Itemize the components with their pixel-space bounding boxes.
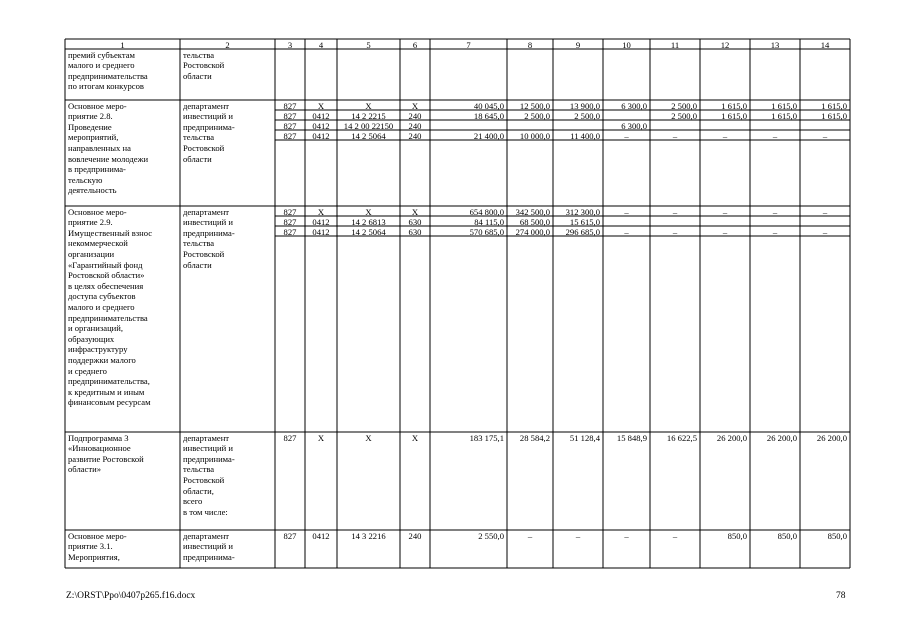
table-cell-col-6: 240 — [408, 130, 422, 141]
table-cell-col-11: – — [672, 206, 678, 217]
table-cell-col-11: 2 500,0 — [671, 110, 697, 121]
row-name-line: в целях обеспечения — [68, 280, 144, 291]
table-cell-col-13: 850,0 — [777, 530, 797, 541]
row-name-line: деятельность — [68, 185, 117, 196]
row-executor-line: департамент — [183, 100, 230, 111]
column-number: 14 — [820, 39, 830, 50]
table-cell-col-3: 827 — [283, 110, 297, 121]
row-name-line: «Гарантийный фонд — [68, 259, 143, 270]
table-cell-col-14: 850,0 — [827, 530, 847, 541]
table-cell-col-5: 14 2 6813 — [351, 216, 386, 227]
footer-page-number: 78 — [836, 591, 846, 601]
table-cell-col-11: 16 622,5 — [666, 432, 697, 443]
table-cell-col-7: 40 045,0 — [473, 100, 504, 111]
table-cell-col-9: 51 128,4 — [569, 432, 600, 443]
footer-file-path: Z:\ORST\Ppo\0407p265.f16.docx — [66, 591, 196, 601]
table-cell-col-8: 274 000,0 — [515, 226, 550, 237]
row-executor-line: Ростовской — [183, 60, 225, 71]
column-number: 1 — [120, 39, 125, 50]
row-executor-line: департамент — [183, 530, 230, 541]
table-cell-col-4: X — [317, 206, 325, 217]
table-cell-col-14: 1 615,0 — [821, 100, 847, 111]
table-cell-col-9: 15 615,0 — [569, 216, 600, 227]
table-cell-col-9: 13 900,0 — [569, 100, 600, 111]
table-cell-col-7: 2 550,0 — [478, 530, 504, 541]
table-cell-col-4: 0412 — [312, 110, 330, 121]
column-number: 8 — [527, 39, 533, 50]
table-cell-col-14: – — [822, 226, 828, 237]
column-number: 5 — [366, 39, 371, 50]
table-cell-col-11: – — [672, 130, 678, 141]
table-cell-col-13: – — [772, 226, 778, 237]
row-name-line: вовлечение молодежи — [68, 153, 149, 164]
table-cell-col-6: X — [411, 100, 419, 111]
table-cell-col-14: – — [822, 130, 828, 141]
table-cell-col-4: 0412 — [312, 226, 330, 237]
row-name-line: в предпринима- — [68, 164, 126, 175]
table-cell-col-10: – — [624, 226, 629, 237]
column-number: 9 — [575, 39, 581, 50]
row-name-line: приятие 2.9. — [68, 217, 113, 228]
table-cell-col-4: 0412 — [312, 530, 330, 541]
row-executor-line: тельства — [183, 238, 215, 249]
row-executor-line: области — [183, 153, 212, 164]
table-cell-col-5: 14 2 00 22150 — [343, 120, 394, 131]
table-cell-col-5: 14 2 5064 — [351, 130, 386, 141]
table-cell-col-6: X — [411, 432, 419, 443]
row-executor-line: инвестиций и — [183, 443, 233, 454]
column-number: 2 — [225, 39, 230, 50]
table-cell-col-4: X — [317, 432, 325, 443]
row-name-line: Основное меро- — [68, 100, 127, 111]
row-name-line: «Инновационное — [68, 443, 131, 454]
table-cell-col-6: 240 — [408, 110, 422, 121]
row-executor-line: инвестиций и — [183, 217, 233, 228]
row-name-line: поддержки малого — [68, 354, 136, 365]
table-cell-col-10: 6 300,0 — [621, 100, 647, 111]
table-cell-col-3: 827 — [283, 226, 297, 237]
row-name-line: и организаций, — [68, 323, 124, 334]
column-number: 13 — [770, 39, 780, 50]
row-name-line: Основное меро- — [68, 206, 127, 217]
row-executor-line: департамент — [183, 432, 230, 443]
table-cell-col-3: 827 — [283, 130, 297, 141]
table-cell-col-5: 14 2 2215 — [351, 110, 386, 121]
table-cell-col-10: – — [624, 206, 629, 217]
table-cell-col-7: 183 175,1 — [469, 432, 504, 443]
row-name-line: приятие 3.1. — [68, 541, 113, 552]
table-cell-col-7: 654 800,0 — [469, 206, 504, 217]
row-name-line: доступа субъектов — [68, 291, 136, 302]
table-cell-col-13: 1 615,0 — [771, 110, 797, 121]
column-number: 12 — [720, 39, 730, 50]
table-cell-col-6: 630 — [408, 216, 422, 227]
row-name-line: области» — [68, 464, 102, 475]
row-name-line: по итогам конкурсов — [68, 81, 144, 92]
table-cell-col-5: 14 2 5064 — [351, 226, 386, 237]
table-cell-col-8: 2 500,0 — [524, 110, 550, 121]
row-executor-line: области — [183, 259, 212, 270]
table-cell-col-9: 312 300,0 — [565, 206, 600, 217]
table-cell-col-8: 342 500,0 — [515, 206, 550, 217]
table-cell-col-3: 827 — [283, 432, 297, 443]
table-cell-col-8: 12 500,0 — [519, 100, 550, 111]
row-executor-line: инвестиций и — [183, 541, 233, 552]
row-name-line: приятие 2.8. — [68, 111, 113, 122]
row-name-line: некоммерческой — [68, 238, 128, 249]
table-cell-col-10: – — [624, 530, 629, 541]
table-cell-col-7: 570 685,0 — [469, 226, 504, 237]
table-cell-col-10: 6 300,0 — [621, 120, 647, 131]
row-executor-line: всего — [183, 496, 203, 507]
table-cell-col-12: 850,0 — [727, 530, 747, 541]
row-name-line: Основное меро- — [68, 530, 127, 541]
row-name-line: Подпрограмма 3 — [68, 432, 129, 443]
row-name-line: малого и среднего — [68, 301, 135, 312]
row-executor-line: области — [183, 70, 212, 81]
column-number: 11 — [670, 39, 680, 50]
table-cell-col-12: 26 200,0 — [716, 432, 747, 443]
table-cell-col-4: 0412 — [312, 120, 330, 131]
table-cell-col-13: 1 615,0 — [771, 100, 797, 111]
row-name-line: предпринимательства — [68, 312, 148, 323]
table-cell-col-12: – — [722, 226, 728, 237]
table-cell-col-9: 11 400,0 — [570, 130, 600, 141]
row-executor-line: тельства — [183, 132, 215, 143]
column-number: 4 — [318, 39, 324, 50]
row-name-line: инфраструктуру — [68, 344, 128, 355]
table-cell-col-11: 2 500,0 — [671, 100, 697, 111]
row-name-line: Имущественный взнос — [68, 227, 153, 238]
row-name-line: образующих — [68, 333, 115, 344]
table-cell-col-3: 827 — [283, 530, 297, 541]
table-cell-col-6: 630 — [408, 226, 422, 237]
table-cell-col-8: 10 000,0 — [519, 130, 550, 141]
row-executor-line: Ростовской — [183, 248, 225, 259]
column-number: 10 — [622, 39, 631, 50]
row-name-line: малого и среднего — [68, 60, 135, 71]
row-name-line: организации — [68, 248, 115, 259]
row-executor-line: тельства — [183, 464, 215, 475]
column-number: 3 — [287, 39, 293, 50]
table-cell-col-4: 0412 — [312, 130, 330, 141]
table-cell-col-5: X — [365, 100, 372, 111]
table-cell-col-9: – — [575, 530, 581, 541]
table-cell-col-14: 1 615,0 — [821, 110, 847, 121]
row-executor-line: департамент — [183, 206, 230, 217]
row-name-line: Ростовской области» — [68, 270, 145, 281]
row-name-line: предпринимательства — [68, 70, 148, 81]
row-executor-line: инвестиций и — [183, 111, 233, 122]
table-cell-col-4: 0412 — [312, 216, 330, 227]
table-cell-col-9: 296 685,0 — [565, 226, 600, 237]
table-cell-col-6: X — [411, 206, 419, 217]
row-name-line: тельскую — [68, 174, 103, 185]
column-number: 6 — [412, 39, 418, 50]
table-cell-col-14: – — [822, 206, 828, 217]
table-cell-col-13: 26 200,0 — [766, 432, 797, 443]
table-cell-col-3: 827 — [283, 120, 297, 131]
table-cell-col-12: – — [722, 206, 728, 217]
table-cell-col-13: – — [772, 130, 778, 141]
row-name-line: Проведение — [68, 121, 112, 132]
row-name-line: и среднего — [68, 365, 107, 376]
row-name-line: Мероприятия, — [68, 551, 120, 562]
table-cell-col-12: – — [722, 130, 728, 141]
table-cell-col-7: 18 645,0 — [473, 110, 504, 121]
table-cell-col-12: 1 615,0 — [721, 100, 747, 111]
row-name-line: развитие Ростовской — [68, 453, 144, 464]
table-cell-col-3: 827 — [283, 206, 297, 217]
table-cell-col-11: – — [672, 530, 678, 541]
table-cell-col-3: 827 — [283, 100, 297, 111]
table-cell-col-12: 1 615,0 — [721, 110, 747, 121]
row-name-line: финансовым ресурсам — [68, 397, 151, 408]
table-cell-col-8: – — [527, 530, 533, 541]
row-name-line: к кредитным и иным — [68, 386, 145, 397]
table-cell-col-8: 28 584,2 — [519, 432, 550, 443]
row-executor-line: области, — [183, 485, 214, 496]
table-cell-col-5: X — [365, 432, 372, 443]
table-cell-col-5: 14 3 2216 — [351, 530, 386, 541]
row-executor-line: Ростовской — [183, 142, 225, 153]
row-executor-line: в том числе: — [183, 506, 228, 517]
table-cell-col-7: 21 400,0 — [473, 130, 504, 141]
table-cell-col-10: 15 848,9 — [616, 432, 647, 443]
table-cell-col-13: – — [772, 206, 778, 217]
table-cell-col-5: X — [365, 206, 372, 217]
row-executor-line: предпринима- — [183, 121, 235, 132]
row-executor-line: предпринима- — [183, 227, 235, 238]
row-name-line: предпринимательства, — [68, 376, 150, 387]
table-cell-col-4: X — [317, 100, 325, 111]
table-cell-col-6: 240 — [408, 120, 422, 131]
row-executor-line: Ростовской — [183, 474, 225, 485]
row-executor-line: тельства — [183, 49, 215, 60]
table-cell-col-14: 26 200,0 — [816, 432, 847, 443]
table-cell-col-6: 240 — [408, 530, 422, 541]
row-name-line: направленных на — [68, 142, 131, 153]
table-cell-col-9: 2 500,0 — [574, 110, 600, 121]
table-cell-col-7: 84 115,0 — [474, 216, 504, 227]
table-cell-col-11: – — [672, 226, 678, 237]
table-cell-col-10: – — [624, 130, 629, 141]
row-name-line: мероприятий, — [68, 132, 119, 143]
row-executor-line: предпринима- — [183, 453, 235, 464]
column-number: 7 — [466, 39, 471, 50]
row-name-line: премий субъектам — [68, 49, 135, 60]
row-executor-line: предпринима- — [183, 551, 235, 562]
table-cell-col-3: 827 — [283, 216, 297, 227]
table-cell-col-8: 68 500,0 — [519, 216, 550, 227]
